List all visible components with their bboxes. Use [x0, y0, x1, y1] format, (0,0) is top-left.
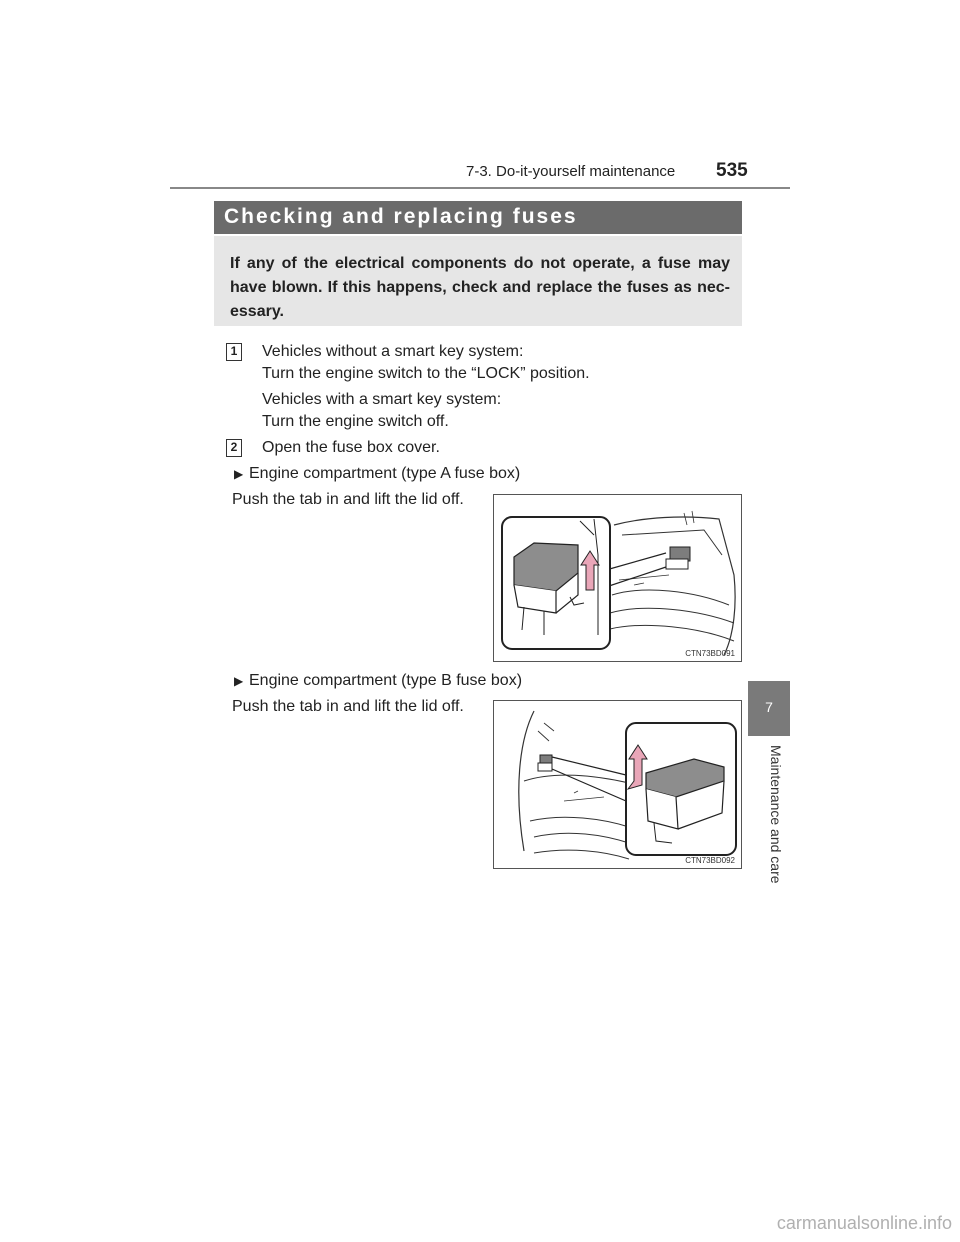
step-number-2: 2 [226, 439, 242, 457]
step-1-line-4: Turn the engine switch off. [262, 413, 449, 430]
figure-b-code: CTN73BD092 [685, 856, 735, 865]
section-a-heading: Engine compartment (type A fuse box) [249, 465, 521, 482]
intro-text: If any of the electrical components do not operate, a fuse may have blown. If this happens, check and replace the fuses as nec-essary. [230, 255, 730, 320]
section-a-instruction: Push the tab in and lift the lid off. [232, 491, 464, 508]
step-1-line-2: Turn the engine switch to the “LOCK” position. [262, 365, 590, 382]
figure-b-illustration [494, 701, 742, 869]
chapter-number: 7 [765, 699, 773, 715]
intro-box [214, 236, 742, 326]
chapter-tab [748, 681, 790, 736]
figure-a-code: CTN73BD091 [685, 649, 735, 658]
step-2-text: Open the fuse box cover. [262, 439, 440, 456]
step-1-line-3: Vehicles with a smart key system: [262, 391, 502, 408]
header-divider [170, 187, 790, 189]
section-b-instruction: Push the tab in and lift the lid off. [232, 698, 464, 715]
watermark: carmanualsonline.info [776, 1213, 952, 1233]
figure-type-b-fuse-box [493, 700, 742, 869]
section-title: Checking and replacing fuses [224, 205, 578, 228]
triangle-bullet-icon: ▶ [234, 467, 244, 481]
chapter-label: Maintenance and care [768, 745, 784, 884]
page-number: 535 [716, 160, 748, 181]
step-1-line-1: Vehicles without a smart key system: [262, 343, 524, 360]
header-section-title: 7-3. Do-it-yourself maintenance [466, 163, 676, 180]
figure-type-a-fuse-box [493, 494, 742, 662]
section-title-bar [214, 201, 742, 234]
triangle-bullet-icon: ▶ [234, 674, 244, 688]
figure-a-illustration [494, 495, 742, 662]
step-number-1: 1 [226, 343, 242, 361]
section-b-heading: Engine compartment (type B fuse box) [249, 672, 523, 689]
